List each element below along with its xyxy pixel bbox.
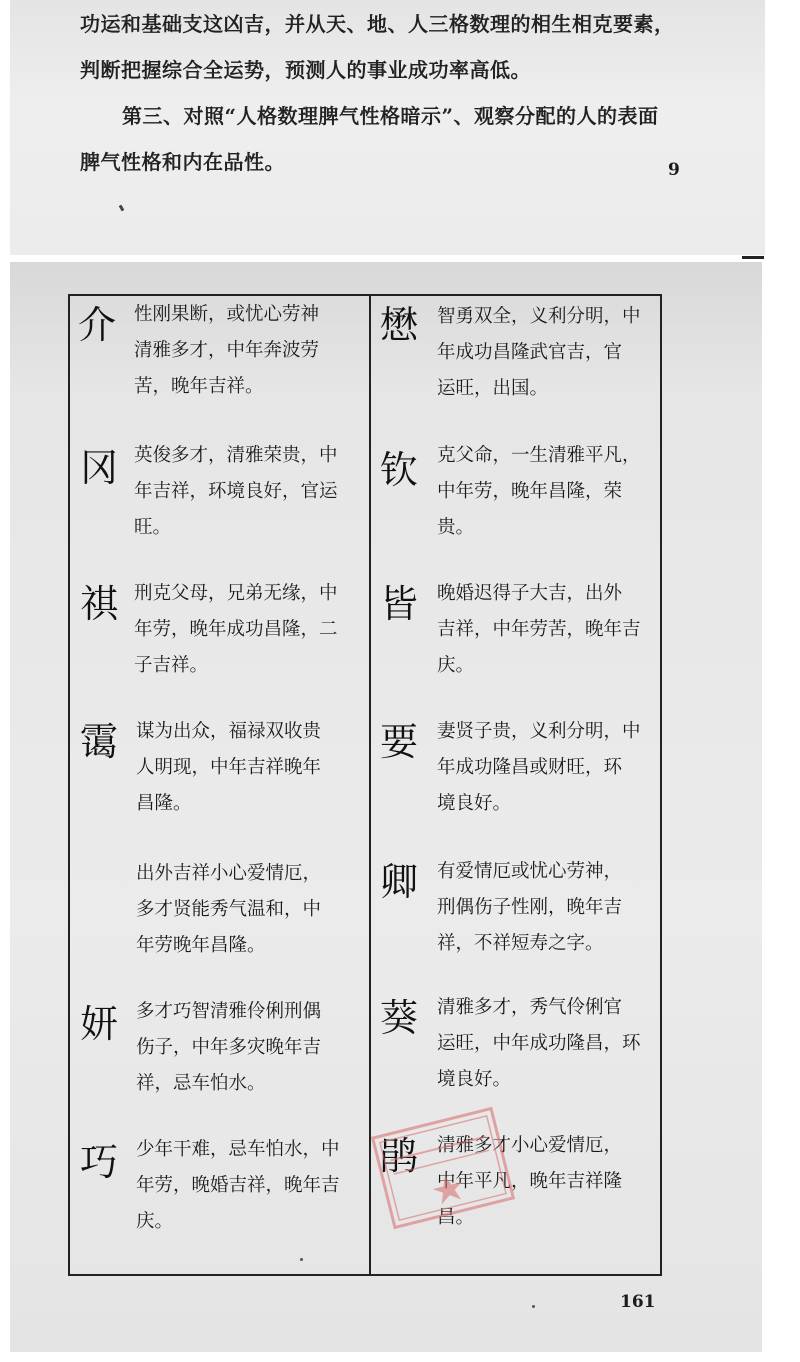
entry-description: 清雅多才，秀气伶俐官 运旺，中年成功隆昌，环 境良好。: [437, 997, 641, 1090]
entry-description: 出外吉祥小心爱情厄， 多才贤能秀气温和，中 年劳晚年昌隆。: [136, 863, 322, 956]
entry-character: 霭: [80, 720, 119, 764]
entry-description: 克父命，一生清雅平凡， 中年劳，晚年昌隆，荣 贵。: [437, 445, 641, 538]
upper-text-line: 第三、对照“人格数理脾气性格暗示”、观察分配的人的表面: [122, 104, 659, 128]
entry-description: 刑克父母，兄弟无缘，中 年劳，晚年成功昌隆，二 子吉祥。: [134, 583, 338, 676]
entry-character: 冈: [80, 446, 119, 490]
table-column-divider: [369, 294, 371, 1276]
entry-description: 有爱情厄或忧心劳神， 刑偶伤子性刚，晚年吉 祥，不祥短寿之字。: [437, 861, 623, 954]
entry-character: 鹃: [380, 1134, 419, 1178]
speck-mark: [300, 1258, 303, 1261]
upper-text-line: 功运和基础支这凶吉，并从天、地、人三格数理的相生相克要素，: [80, 12, 675, 36]
entry-character: 祺: [80, 582, 119, 626]
upper-text-line: 脾气性格和内在品性。: [80, 150, 285, 174]
entry-character: 巧: [80, 1140, 119, 1184]
speck-mark: [532, 1305, 535, 1308]
entry-character: 钦: [380, 448, 419, 492]
entry-character: 葵: [380, 996, 419, 1040]
entry-description: 英俊多才，清雅荣贵，中 年吉祥，环境良好，官运 旺。: [134, 445, 338, 538]
lower-page-number: 161: [620, 1292, 656, 1312]
entry-character: 妍: [80, 1002, 119, 1046]
entry-character: 皆: [380, 582, 419, 626]
entry-description: 妻贤子贵，义利分明，中 年成功隆昌或财旺，环 境良好。: [437, 721, 641, 814]
page-edge-mark: [742, 256, 764, 259]
entry-character: 懋: [380, 303, 419, 347]
upper-page-number: 9: [668, 160, 680, 180]
entry-description: 少年干难，忌车怕水，中 年劳，晚婚吉祥，晚年吉 庆。: [136, 1139, 340, 1232]
upper-text-line: 判断把握综合全运势，预测人的事业成功率高低。: [80, 58, 531, 82]
entry-description: 多才巧智清雅伶俐刑偶 伤子，中年多灾晚年吉 祥，忌车怕水。: [136, 1001, 322, 1094]
entry-description: 性刚果断，或忧心劳神 清雅多才，中年奔波劳 苦，晚年吉祥。: [134, 304, 320, 397]
entry-character: 卿: [380, 860, 419, 904]
entry-description: 晚婚迟得子大吉，出外 吉祥，中年劳苦，晚年吉 庆。: [437, 583, 641, 676]
entry-description: 清雅多才小心爱情厄， 中年平凡，晚年吉祥隆 昌。: [437, 1135, 623, 1228]
entry-description: 智勇双全，义利分明，中 年成功昌隆武官吉，官 运旺，出国。: [437, 306, 641, 399]
entry-character: 要: [380, 720, 419, 764]
entry-character: 介: [78, 303, 117, 347]
entry-description: 谋为出众，福禄双收贵 人明现，中年吉祥晚年 昌隆。: [136, 721, 322, 814]
